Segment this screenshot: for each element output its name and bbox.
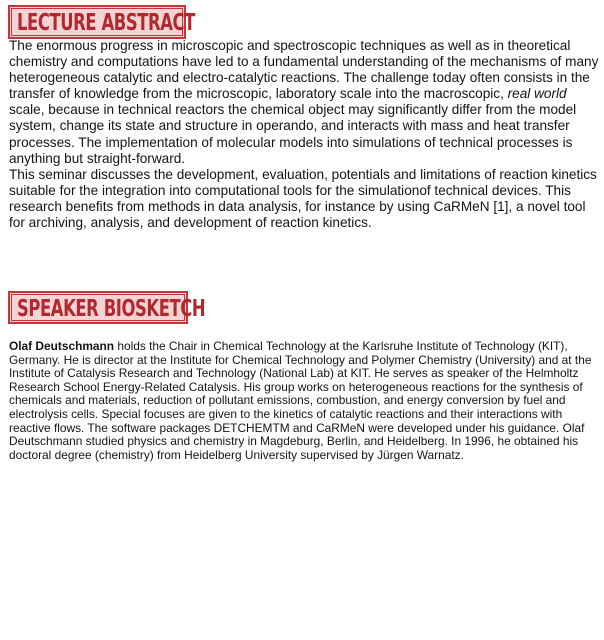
speaker-name: Olaf Deutschmann	[9, 339, 115, 353]
lecture-abstract-banner	[8, 5, 195, 39]
lecture-abstract-body	[9, 38, 601, 231]
abstract-paragraph-1-part-b: scale, because in technical reactors the chemical object may significantly differ from the model system, change its state and structure in operando, and interacts with mass and heat transfer processes. The implementation of molecular models into simulations of technical processes is anything but straight-forward.	[9, 102, 577, 166]
lecture-abstract-banner-frame	[11, 8, 195, 36]
speaker-bio-text: holds the Chair in Chemical Technology at the Karlsruhe Institute of Technology (KIT), Germany. He is director at the Institute for Chemical Technology and Polymer Chemistry (University) and at the Institute of Catalysis Research and Technology (National Lab) at KIT. He serves as speaker of the Helmholtz Research School Energy-Related Catalysis. His group works on heterogeneous reactions for the synthesis of chemicals and materials, reduction of pollutant emissions, combustion, and energy conversion by fuel and electrolysis cells. Special focuses are given to the kinetics of catalytic reactions and their interactions with reactive flows. The software packages DETCHEMTM and CaRMeN were developed under his guidance. Olaf Deutschmann studied physics and chemistry in Magdeburg, Berlin, and Heidelberg. In 1996, he obtained his doctoral degree (chemistry) from Heidelberg University supervised by Jürgen Warnatz.	[9, 339, 592, 462]
lecture-abstract-heading: LECTURE ABSTRACT	[17, 8, 195, 36]
abstract-paragraph-1	[9, 38, 601, 167]
speaker-biosketch-body	[9, 340, 593, 462]
abstract-paragraph-2: This seminar discusses the development, evaluation, potentials and limitations of reaction kinetics suitable for the integration into computational tools for the simulationof technical devices. This research benefits from methods in data analysis, for instance by using CaRMeN [1], a novel tool for archiving, analysis, and development of reaction kinetics.	[9, 166, 597, 231]
speaker-biosketch-banner-frame	[11, 293, 206, 322]
abstract-real-world-emphasis: real world	[507, 86, 567, 102]
speaker-biosketch-heading: SPEAKER BIOSKETCH	[17, 293, 206, 322]
speaker-biosketch-banner	[8, 291, 206, 324]
abstract-paragraph-1-part-a: The enormous progress in microscopic and spectroscopic techniques as well as in theoretical chemistry and computations have led to a fundamental understanding of the mechanisms of many heterogeneous catalytic and electro-catalytic reactions. The challenge today often consists in the transfer of knowledge from the microscopic, laboratory scale into the macroscopic,	[9, 38, 599, 102]
